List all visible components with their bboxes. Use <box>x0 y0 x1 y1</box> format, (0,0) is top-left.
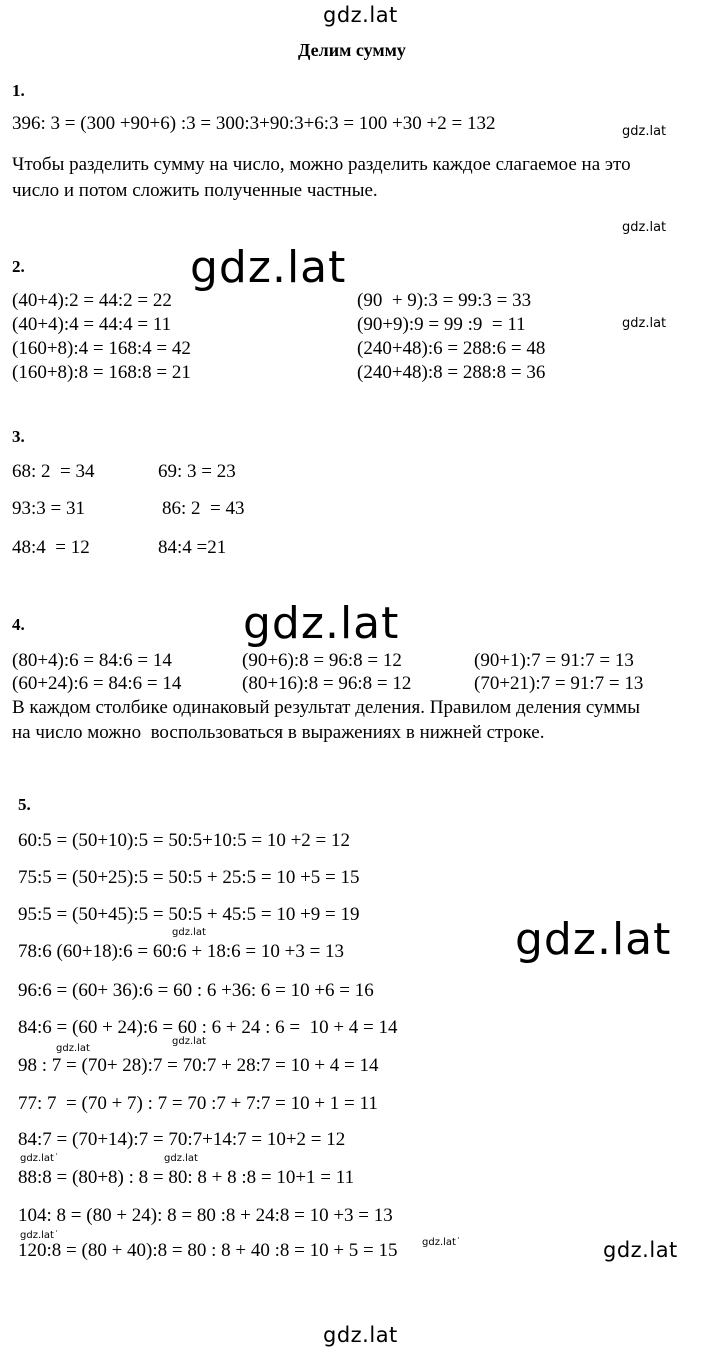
task-5-line-10: 88:8 = (80+8) : 8 = 80: 8 + 8 :8 = 10+1 = 11 <box>18 1167 355 1188</box>
watermark-bottom: gdz.lat <box>323 1323 398 1347</box>
task-5-line-5: 96:6 = (60+ 36):6 = 60 : 6 +36: 6 = 10 +6 = 16 <box>18 980 374 1001</box>
task-4-number: 4. <box>12 615 25 634</box>
task-5-line-12: 120:8 = (80 + 40):8 = 80 : 8 + 40 :8 = 10 + 5 = 15 <box>18 1240 398 1261</box>
task-3-left-3: 48:4 = 12 <box>12 537 90 558</box>
watermark-small: gdz.lat <box>622 220 667 235</box>
task-1-number: 1. <box>12 81 25 100</box>
watermark-tiny: gdz.lat˙ <box>20 1153 59 1164</box>
watermark-large: gdz.lat <box>243 598 400 649</box>
task-5-number: 5. <box>18 795 31 814</box>
task-4-note-line-1: В каждом столбике одинаковый результат деления. Правилом деления суммы <box>12 697 641 718</box>
task-2-right-3: (240+48):6 = 288:6 = 48 <box>357 338 546 359</box>
task-5-line-6: 84:6 = (60 + 24):6 = 60 : 6 + 24 : 6 = 10 + 4 = 14 <box>18 1017 398 1038</box>
watermark-small: gdz.lat <box>622 124 667 139</box>
watermark-medium: gdz.lat <box>603 1238 678 1262</box>
watermark-tiny: gdz.lat˙ <box>422 1237 461 1248</box>
task-4-col2-2: (80+16):8 = 96:8 = 12 <box>242 673 412 694</box>
task-5-line-1: 60:5 = (50+10):5 = 50:5+10:5 = 10 +2 = 12 <box>18 830 351 851</box>
task-3-right-2: 86: 2 = 43 <box>162 498 245 519</box>
watermark-tiny: gdz.lat <box>172 1036 206 1047</box>
watermark-top: gdz.lat <box>323 3 398 27</box>
task-5-line-9: 84:7 = (70+14):7 = 70:7+14:7 = 10+2 = 12 <box>18 1129 346 1150</box>
watermark-tiny: gdz.lat <box>172 927 206 938</box>
task-5-line-4: 78:6 (60+18):6 = 60:6 + 18:6 = 10 +3 = 13 <box>18 941 345 962</box>
watermark-large: gdz.lat <box>515 914 672 965</box>
task-4-col3-1: (90+1):7 = 91:7 = 13 <box>474 650 634 671</box>
task-4-col1-1: (80+4):6 = 84:6 = 14 <box>12 650 172 671</box>
task-4-note-line-2: на число можно воспользоваться в выражениях в нижней строке. <box>12 722 545 743</box>
task-2-left-4: (160+8):8 = 168:8 = 21 <box>12 362 191 383</box>
task-3-left-1: 68: 2 = 34 <box>12 461 95 482</box>
watermark-small: gdz.lat <box>622 316 667 331</box>
task-1-rule-line-2: число и потом сложить полученные частные. <box>12 180 378 201</box>
task-4-col3-2: (70+21):7 = 91:7 = 13 <box>474 673 644 694</box>
task-5-line-7: 98 : 7 = (70+ 28):7 = 70:7 + 28:7 = 10 + 4 = 14 <box>18 1055 379 1076</box>
task-2-left-1: (40+4):2 = 44:2 = 22 <box>12 290 172 311</box>
task-4-col1-2: (60+24):6 = 84:6 = 14 <box>12 673 182 694</box>
task-2-right-2: (90+9):9 = 99 :9 = 11 <box>357 314 526 335</box>
task-2-right-1: (90 + 9):3 = 99:3 = 33 <box>357 290 532 311</box>
task-4-col2-1: (90+6):8 = 96:8 = 12 <box>242 650 402 671</box>
task-3-right-1: 69: 3 = 23 <box>158 461 236 482</box>
task-3-number: 3. <box>12 427 25 446</box>
watermark-large: gdz.lat <box>190 242 347 293</box>
task-5-line-2: 75:5 = (50+25):5 = 50:5 + 25:5 = 10 +5 = 15 <box>18 867 360 888</box>
task-3-right-3: 84:4 =21 <box>158 537 227 558</box>
task-5-line-11: 104: 8 = (80 + 24): 8 = 80 :8 + 24:8 = 10 +3 = 13 <box>18 1205 393 1226</box>
watermark-tiny: gdz.lat˙ <box>20 1230 59 1241</box>
task-5-line-8: 77: 7 = (70 + 7) : 7 = 70 :7 + 7:7 = 10 + 1 = 11 <box>18 1093 378 1114</box>
task-2-number: 2. <box>12 257 25 276</box>
page-title: Делим сумму <box>298 40 406 60</box>
watermark-tiny: gdz.lat <box>164 1153 198 1164</box>
task-5-line-3: 95:5 = (50+45):5 = 50:5 + 45:5 = 10 +9 = 19 <box>18 904 360 925</box>
task-2-right-4: (240+48):8 = 288:8 = 36 <box>357 362 546 383</box>
task-1-rule-line-1: Чтобы разделить сумму на число, можно разделить каждое слагаемое на это <box>12 154 631 175</box>
watermark-tiny: gdz.lat <box>56 1043 90 1054</box>
task-2-left-2: (40+4):4 = 44:4 = 11 <box>12 314 172 335</box>
task-3-left-2: 93:3 = 31 <box>12 498 85 519</box>
task-1-line: 396: 3 = (300 +90+6) :3 = 300:3+90:3+6:3 = 100 +30 +2 = 132 <box>12 113 496 134</box>
task-2-left-3: (160+8):4 = 168:4 = 42 <box>12 338 191 359</box>
